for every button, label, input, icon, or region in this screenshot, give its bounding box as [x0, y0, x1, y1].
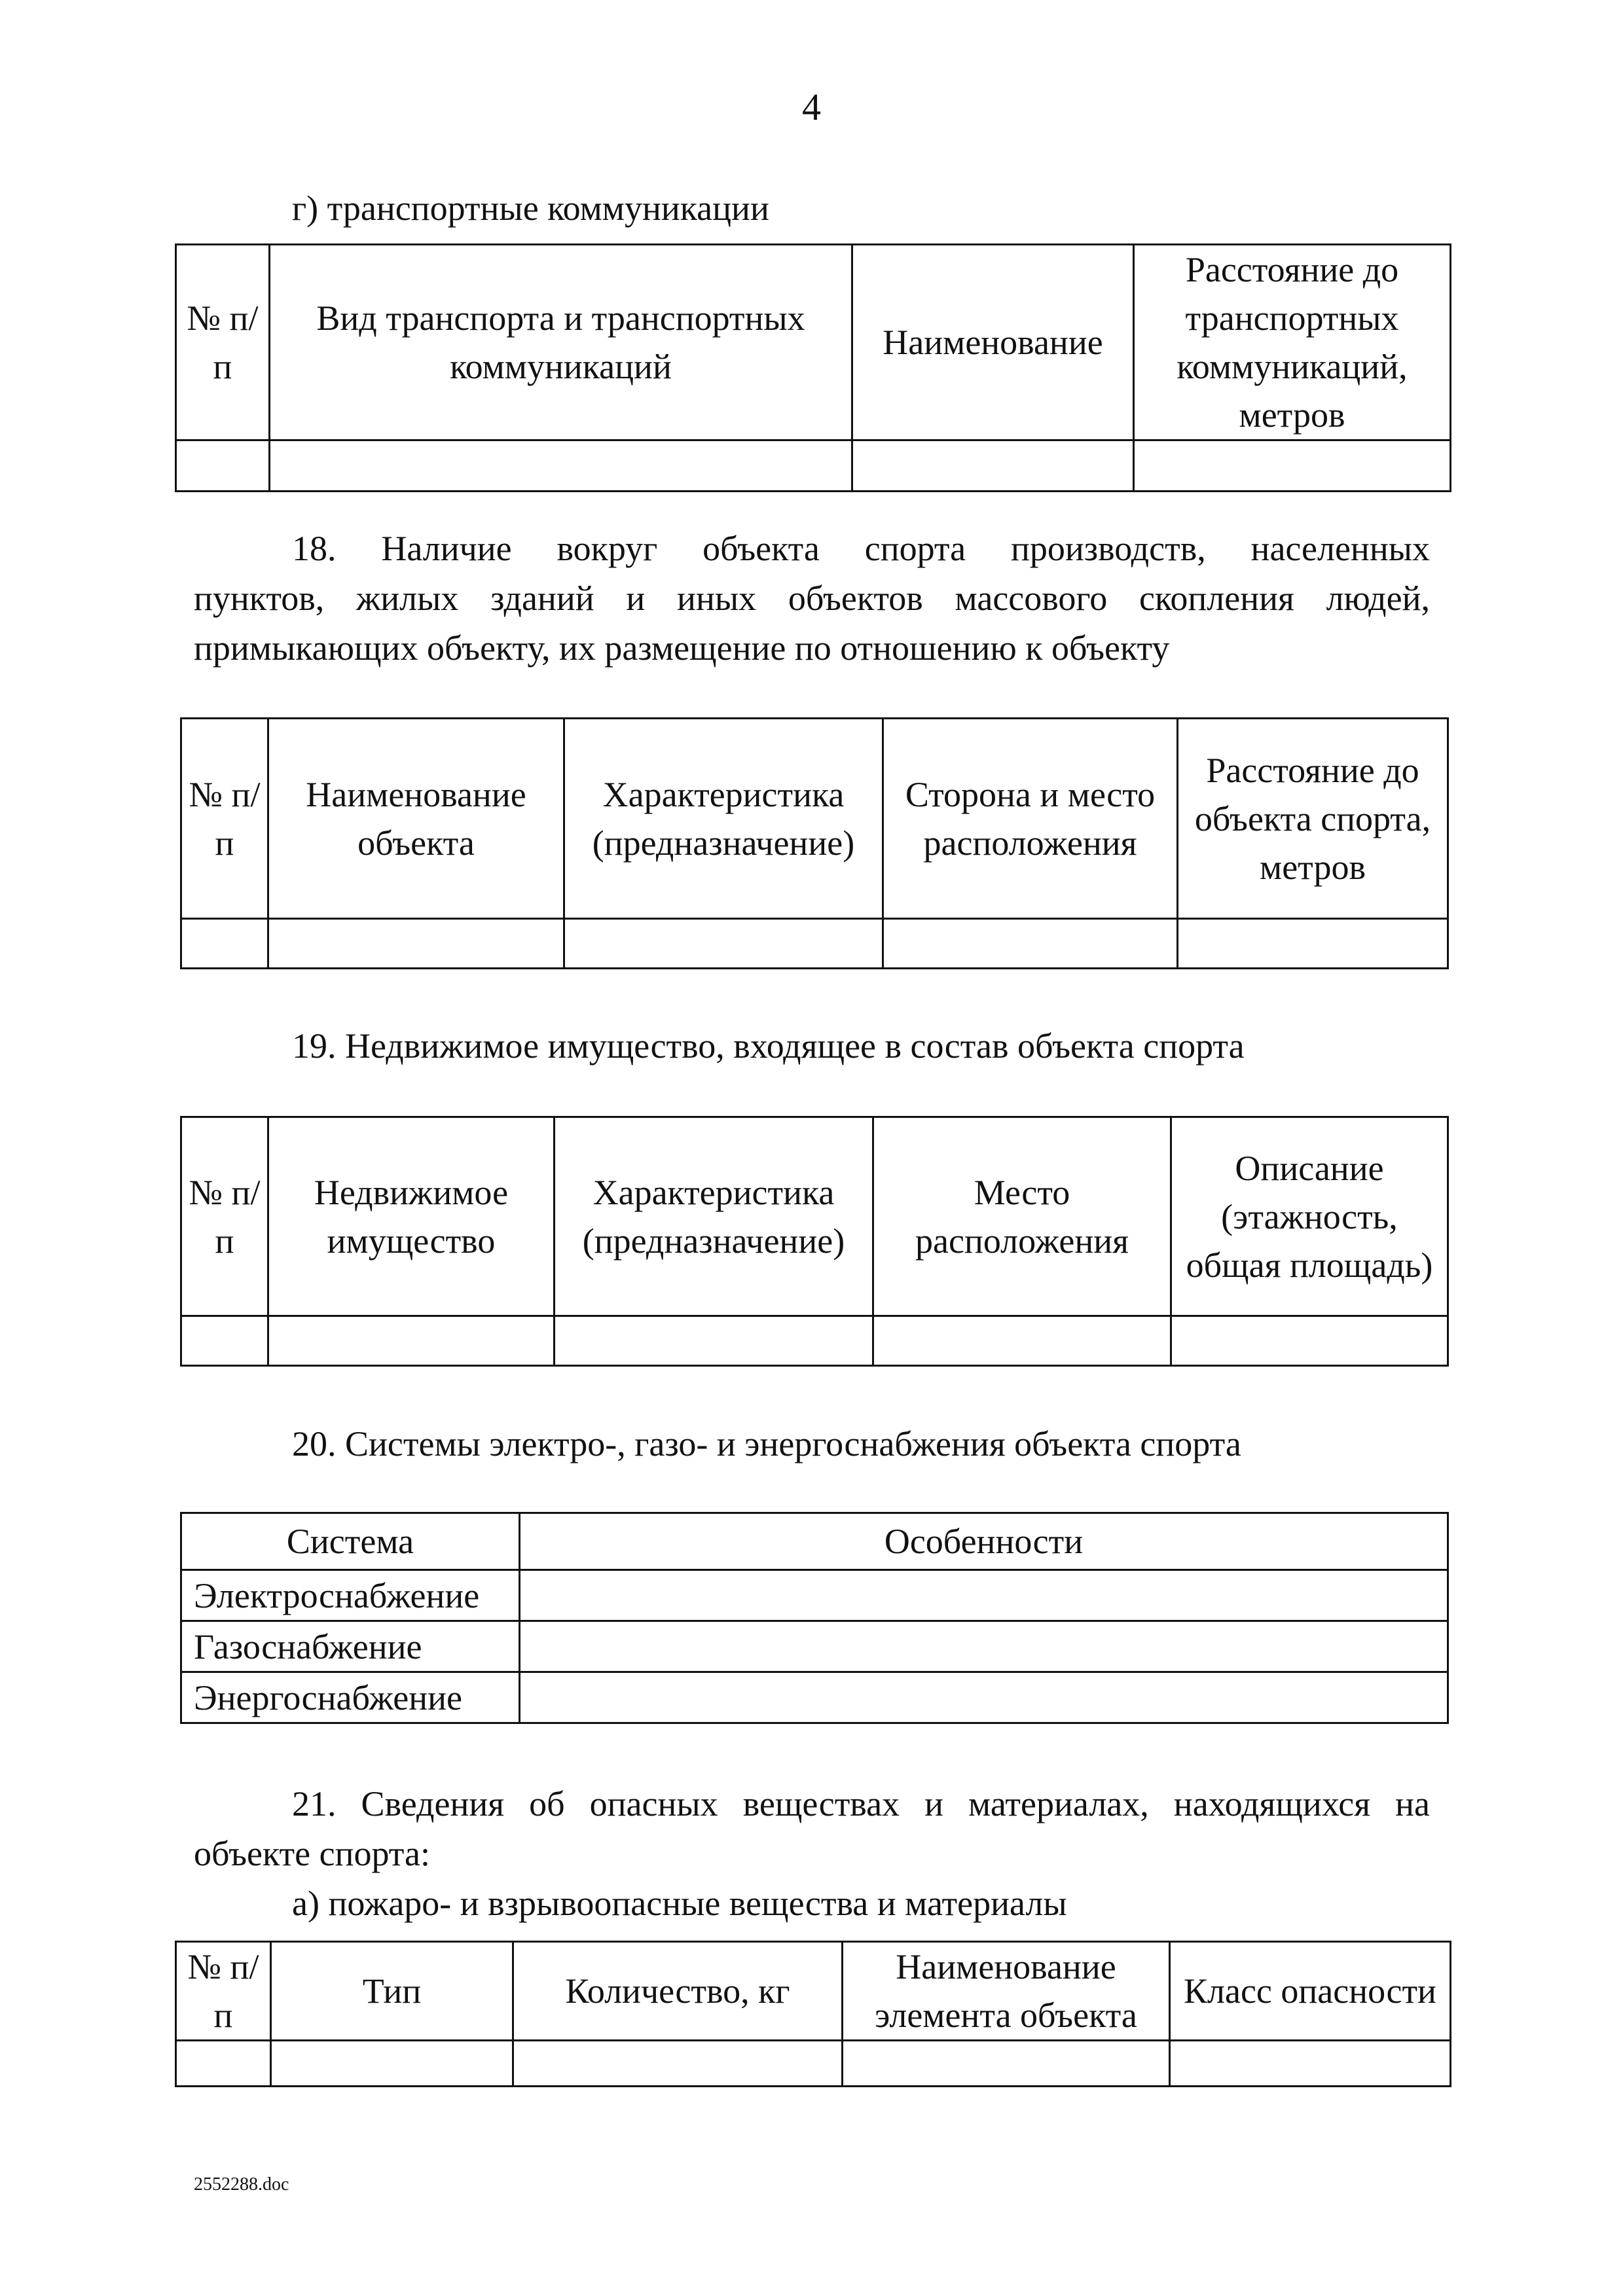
section-21-line-2: объекте спорта: — [194, 1834, 430, 1873]
header-characteristic: Характеристика (предназначение) — [555, 1117, 873, 1316]
header-number: № п/п — [176, 1942, 271, 2041]
supply-systems-table — [180, 1512, 1449, 1724]
table-row — [181, 1621, 1448, 1672]
system-gas: Газоснабжение — [181, 1621, 520, 1672]
table-row — [181, 1316, 1448, 1366]
header-name: Наименование — [852, 245, 1134, 440]
table-row — [181, 1672, 1448, 1723]
hazardous-materials-table — [175, 1941, 1451, 2087]
header-distance: Расстояние до транспортных коммуникаций, метров — [1134, 245, 1451, 440]
system-energy: Энергоснабжение — [181, 1672, 520, 1723]
section-21-subheading: а) пожаро- и взрывоопасные вещества и материалы — [292, 1884, 1067, 1923]
table-row — [176, 440, 1451, 492]
header-number: № п/п — [176, 245, 270, 440]
transport-table — [175, 243, 1451, 492]
header-element-name: Наименование элемента объекта — [843, 1942, 1170, 2041]
header-number: № п/п — [181, 1117, 268, 1316]
header-quantity: Количество, кг — [513, 1942, 843, 2041]
page-number: 4 — [802, 86, 821, 128]
header-location: Место расположения — [873, 1117, 1171, 1316]
real-estate-table — [180, 1116, 1449, 1367]
header-side-location: Сторона и место расположения — [883, 719, 1178, 919]
header-distance: Расстояние до объекта спорта, метров — [1178, 719, 1448, 919]
header-real-estate: Недвижимое имущество — [268, 1117, 555, 1316]
header-number: № п/п — [181, 719, 268, 919]
header-object-name: Наименование объекта — [268, 719, 564, 919]
section-18-line-1: 18. Наличие вокруг объекта спорта производств, населенных — [292, 529, 1430, 568]
section-20-heading: 20. Системы электро-, газо- и энергоснабжения объекта спорта — [292, 1424, 1241, 1463]
surroundings-table — [180, 717, 1449, 969]
table-row — [176, 2041, 1451, 2087]
table-row — [181, 919, 1448, 969]
header-features: Особенности — [520, 1513, 1448, 1570]
section-21-line-1: 21. Сведения об опасных веществах и материалах, находящихся на — [292, 1784, 1430, 1823]
section-18-line-2: пунктов, жилых зданий и иных объектов массового скопления людей, — [194, 579, 1430, 618]
header-type: Тип — [271, 1942, 513, 2041]
header-hazard-class: Класс опасности — [1170, 1942, 1451, 2041]
header-characteristic: Характеристика (предназначение) — [564, 719, 883, 919]
system-electricity: Электроснабжение — [181, 1570, 520, 1621]
header-system: Система — [181, 1513, 520, 1570]
header-transport-type: Вид транспорта и транспортных коммуникаций — [270, 245, 852, 440]
table-row — [181, 1570, 1448, 1621]
footer-filename: 2552288.doc — [194, 2174, 289, 2195]
section-18-line-3: примыкающих объекту, их размещение по отношению к объекту — [194, 628, 1170, 668]
header-description: Описание (этажность, общая площадь) — [1171, 1117, 1448, 1316]
section-19-heading: 19. Недвижимое имущество, входящее в состав объекта спорта — [292, 1026, 1245, 1066]
section-g-heading: г) транспортные коммуникации — [292, 188, 769, 228]
